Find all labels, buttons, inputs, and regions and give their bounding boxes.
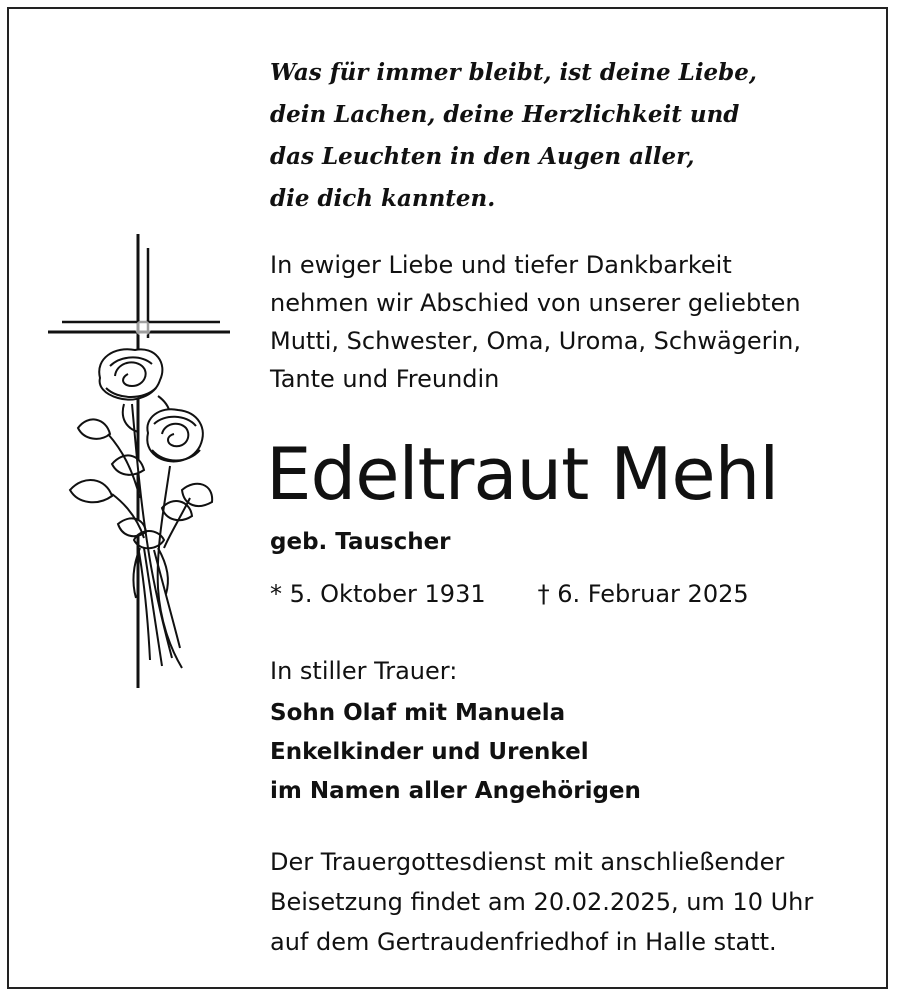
- deceased-name: Edeltraut Mehl: [266, 432, 779, 516]
- poem-line: das Leuchten in den Augen aller,: [270, 143, 695, 170]
- life-dates: [270, 574, 749, 614]
- maiden-name: geb. Tauscher: [270, 529, 451, 555]
- mourners-heading: In stiller Trauer:: [270, 657, 458, 685]
- intro-line: nehmen wir Abschied von unserer geliebten: [270, 289, 801, 317]
- poem-line: Was für immer bleibt, ist deine Liebe,: [270, 59, 757, 86]
- mourner-line: im Namen aller Angehörigen: [270, 778, 641, 804]
- death-date: † 6. Februar 2025: [537, 580, 749, 608]
- birth-date: * 5. Oktober 1931: [270, 580, 486, 608]
- mourner-line: Enkelkinder und Urenkel: [270, 739, 589, 765]
- intro-line: Tante und Freundin: [270, 365, 500, 393]
- mourners-list: [270, 694, 641, 811]
- poem-line: dein Lachen, deine Herzlichkeit und: [270, 101, 740, 128]
- mourner-line: Sohn Olaf mit Manuela: [270, 700, 566, 726]
- service-info: [270, 842, 813, 962]
- poem-line: die dich kannten.: [270, 185, 496, 212]
- service-line: auf dem Gertraudenfriedhof in Halle statt.: [270, 928, 777, 956]
- intro-line: Mutti, Schwester, Oma, Uroma, Schwägerin,: [270, 327, 802, 355]
- farewell-intro: [270, 246, 801, 398]
- poem: [270, 52, 757, 220]
- service-line: Der Trauergottesdienst mit anschließender: [270, 848, 785, 876]
- service-line: Beisetzung findet am 20.02.2025, um 10 Uhr: [270, 888, 814, 916]
- intro-line: In ewiger Liebe und tiefer Dankbarkeit: [270, 251, 732, 279]
- cross-with-roses-icon: [40, 228, 240, 698]
